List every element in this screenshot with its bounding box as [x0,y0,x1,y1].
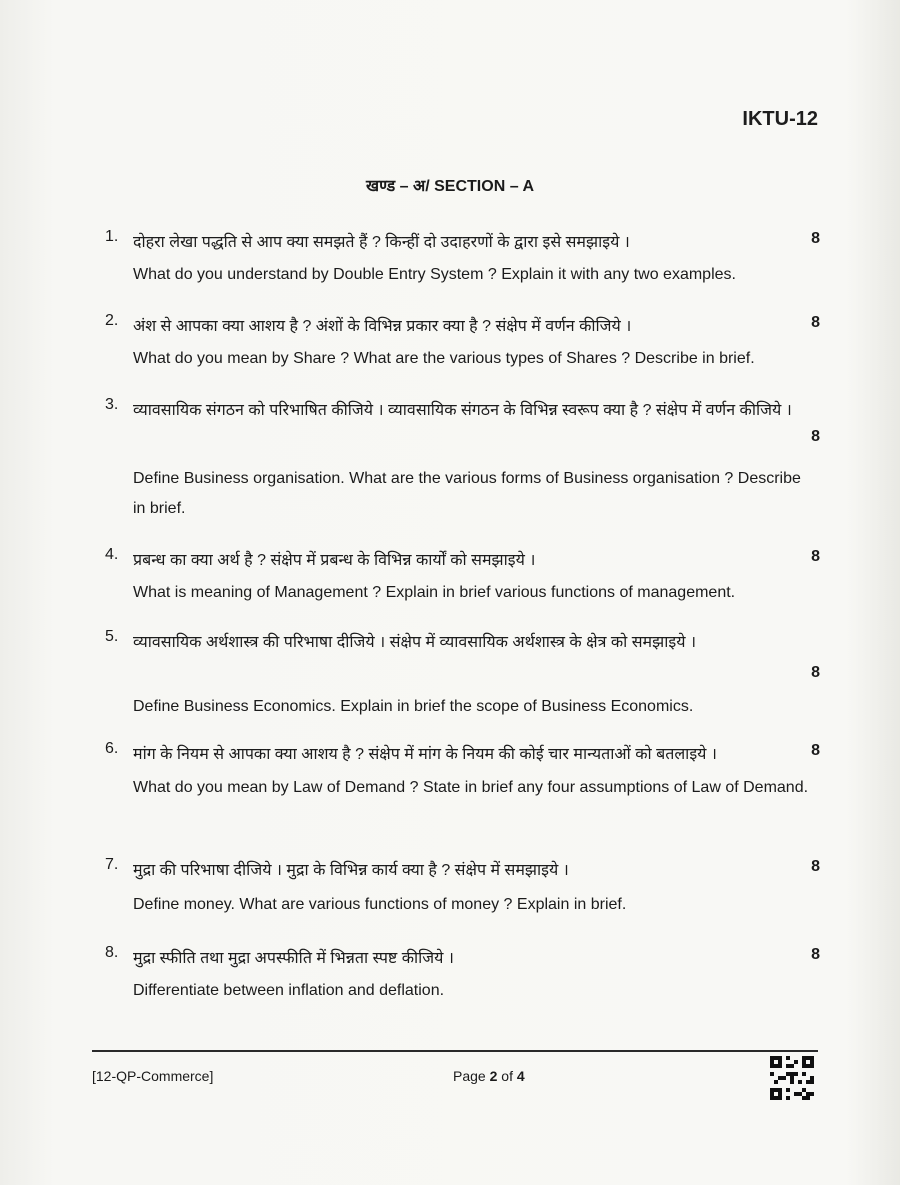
question-marks: 8 [811,664,820,681]
question-hindi: व्यावसायिक अर्थशास्त्र की परिभाषा दीजिये । संक्षेप में व्यावसायिक अर्थशास्त्र के क्षेत्र को समझाइये । [133,634,697,651]
question-marks: 8 [811,946,820,963]
question-hindi: मुद्रा की परिभाषा दीजिये । मुद्रा के विभिन्न कार्य क्या है ? संक्षेप में समझाइये । [133,862,569,879]
question-number: 8. [105,944,119,961]
question-number: 4. [105,546,119,563]
question-number: 3. [105,396,119,413]
paper-code-header: IKTU-12 [742,108,818,130]
question-marks: 8 [811,314,820,331]
page-number [453,1068,525,1084]
question-english: What do you mean by Share ? What are the various types of Shares ? Describe in brief. [133,350,755,367]
question-number: 1. [105,228,119,245]
page-label: Page [453,1068,490,1084]
question-hindi: दोहरा लेखा पद्धति से आप क्या समझते हैं ? किन्हीं दो उदाहरणों के द्वारा इसे समझाइये । [133,234,630,251]
qr-code-icon [770,1056,814,1100]
question-hindi: मांग के नियम से आपका क्या आशय है ? संक्षेप में मांग के नियम की कोई चार मान्यताओं को बतलाइये । [133,746,717,763]
section-title: खण्ड – अ/ SECTION – A [365,178,535,195]
question-marks: 8 [811,742,820,759]
footer-paper-code: [12-QP-Commerce] [92,1068,214,1084]
question-hindi: व्यावसायिक संगठन को परिभाषित कीजिये । व्यावसायिक संगठन के विभिन्न स्वरूप क्या है ? संक्षेप में वर्णन कीजिये । [133,402,792,419]
question-marks: 8 [811,858,820,875]
question-english: Define money. What are various functions of money ? Explain in brief. [133,896,627,913]
page-total: 4 [516,1068,525,1084]
question-marks: 8 [811,230,820,247]
page-of-label: of [497,1068,517,1084]
question-english: Define Business Economics. Explain in brief the scope of Business Economics. [133,698,694,715]
question-english: What is meaning of Management ? Explain in brief various functions of management. [133,584,736,601]
question-number: 2. [105,312,119,329]
question-english: What do you understand by Double Entry System ? Explain it with any two examples. [133,266,736,283]
question-english: What do you mean by Law of Demand ? State in brief any four assumptions of Law of Demand. [133,779,809,796]
footer-divider [92,1050,818,1052]
question-number: 7. [105,856,119,873]
question-english: Define Business organisation. What are the various forms of Business organisation ? Describe in brief. [133,470,801,517]
question-marks: 8 [811,428,820,445]
question-english: Differentiate between inflation and deflation. [133,982,445,999]
question-hindi: मुद्रा स्फीति तथा मुद्रा अपस्फीति में भिन्नता स्पष्ट कीजिये । [133,950,454,967]
question-number: 6. [105,740,119,757]
question-hindi: अंश से आपका क्या आशय है ? अंशों के विभिन्न प्रकार क्या है ? संक्षेप में वर्णन कीजिये । [133,318,632,335]
question-number: 5. [105,628,119,645]
question-hindi: प्रबन्ध का क्या अर्थ है ? संक्षेप में प्रबन्ध के विभिन्न कार्यों को समझाइये । [133,552,536,569]
question-marks: 8 [811,548,820,565]
page-current: 2 [489,1068,498,1084]
